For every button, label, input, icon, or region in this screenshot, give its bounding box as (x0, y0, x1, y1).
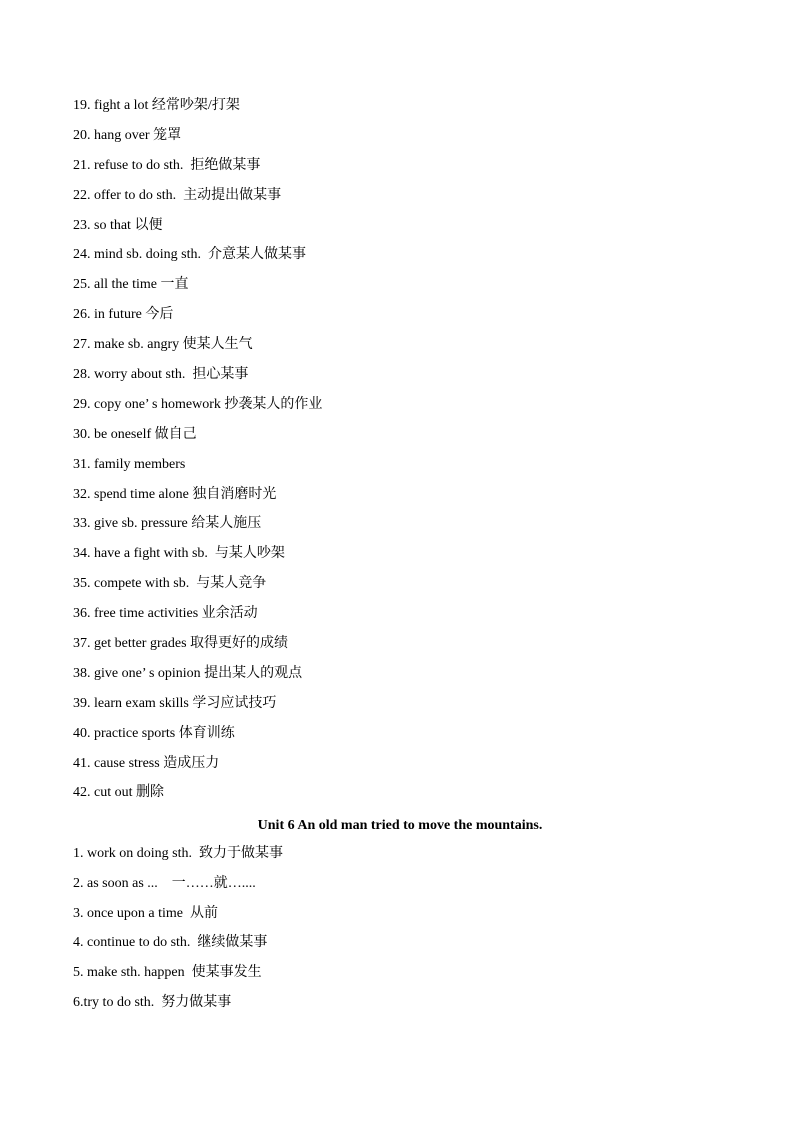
phrase-entry: 24. mind sb. doing sth. 介意某人做某事 (73, 247, 306, 263)
phrase-entry: 3. once upon a time 从前 (73, 905, 219, 921)
phrase-entry: 40. practice sports 体育训练 (73, 725, 235, 741)
phrase-entry: 30. be oneself 做自己 (73, 426, 197, 442)
phrase-entry: 28. worry about sth. 担心某事 (73, 367, 249, 383)
phrase-entry: 42. cut out 删除 (73, 785, 164, 801)
phrase-entry: 26. in future 今后 (73, 307, 174, 323)
phrase-entry: 5. make sth. happen 使某事发生 (73, 965, 262, 981)
phrase-entry: 20. hang over 笼罩 (73, 127, 182, 143)
phrase-entry: 36. free time activities 业余活动 (73, 606, 258, 622)
phrase-entry: 38. give one’ s opinion 提出某人的观点 (73, 665, 303, 681)
phrase-entry: 35. compete with sb. 与某人竞争 (73, 576, 267, 592)
phrase-entry: 37. get better grades 取得更好的成绩 (73, 636, 289, 652)
phrase-entry: 41. cause stress 造成压力 (73, 755, 220, 771)
phrase-entry: 34. have a fight with sb. 与某人吵架 (73, 546, 285, 562)
phrase-list-unit-5 (73, 95, 733, 812)
phrase-entry: 22. offer to do sth. 主动提出做某事 (73, 187, 282, 203)
phrase-entry: 6.try to do sth. 努力做某事 (73, 994, 232, 1010)
phrase-entry: 33. give sb. pressure 给某人施压 (73, 516, 262, 532)
unit-heading: Unit 6 An old man tried to move the mountains. (257, 818, 543, 833)
phrase-entry: 27. make sb. angry 使某人生气 (73, 337, 253, 353)
phrase-entry: 4. continue to do sth. 继续做某事 (73, 935, 268, 951)
phrase-entry: 39. learn exam skills 学习应试技巧 (73, 695, 277, 711)
phrase-entry: 1. work on doing sth. 致力于做某事 (73, 846, 283, 861)
phrase-entry: 19. fight a lot 经常吵架/打架 (73, 98, 240, 113)
phrase-entry: 32. spend time alone 独自消磨时光 (73, 486, 277, 502)
phrase-entry: 31. family members (73, 456, 186, 472)
phrase-list-unit-6 (73, 843, 733, 1022)
phrase-entry: 25. all the time 一直 (73, 277, 189, 293)
phrase-entry: 2. as soon as ... 一……就….... (73, 875, 256, 891)
phrase-entry: 29. copy one’ s homework 抄袭某人的作业 (73, 396, 323, 412)
phrase-entry: 21. refuse to do sth. 拒绝做某事 (73, 157, 261, 173)
phrase-entry: 23. so that 以便 (73, 217, 163, 233)
